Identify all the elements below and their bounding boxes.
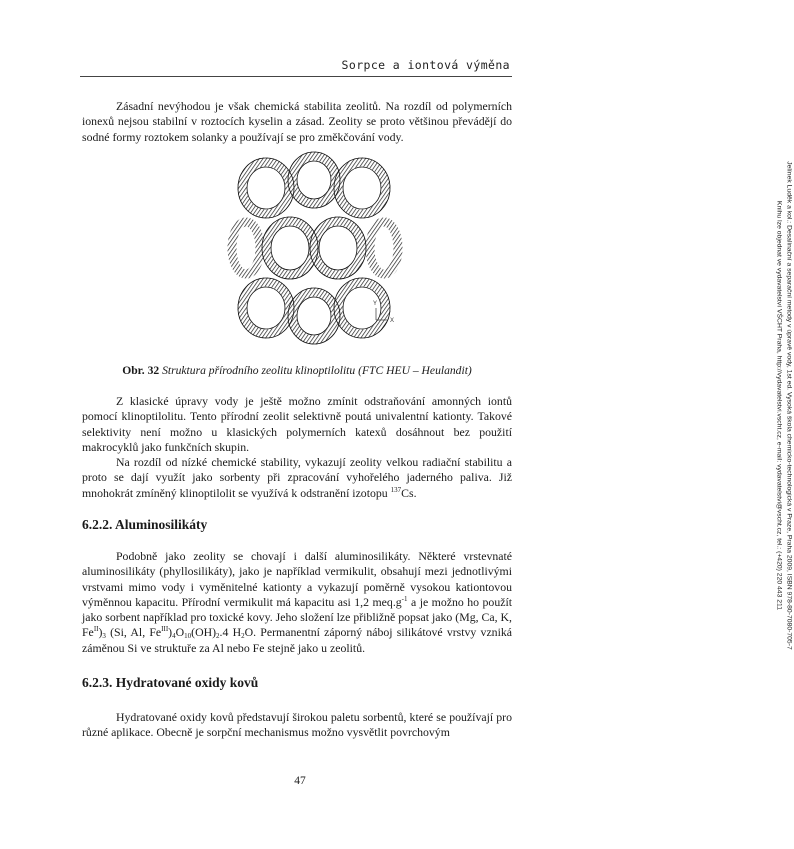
subscript: 4 xyxy=(172,632,176,641)
paragraph-ammonium: Z klasické úpravy vody je ještě možno zmínit odstraňování amonných iontů pomocí klinoptilolitu. Tento přírodní zeolit selektivně poutá univalentní kationty. Takové selektivity není možno u klasických polymerních katexů dosáhnout bez použití makrocyklů jako funkčních skupin. xyxy=(82,394,512,454)
paragraph-radiation-text: Na rozdíl od nízké chemické stability, vykazují zeolity velkou radiační stabilitu a proto se dají využít jako sorbenty při zpracování vyhořelého jaderného paliva. Již mnohokrát zmíněný klinoptilolit se využívá k odstranění izotopu xyxy=(82,455,512,500)
figure-caption-label: Obr. 32 xyxy=(122,364,160,377)
text-run: .4 H xyxy=(219,625,242,640)
zeolite-structure-figure xyxy=(226,148,402,348)
isotope-mass: 137 xyxy=(390,485,402,494)
subscript: 2 xyxy=(216,632,220,641)
text-run: (OH) xyxy=(191,625,217,640)
text-run: O. Permanentní záporný náboj silikátové vrstvy vzniká záměnou Si ve struktuře za Al nebo Fe stejně jako u zeolitů. xyxy=(82,625,512,655)
text-run: ) xyxy=(98,625,103,640)
page-number: 47 xyxy=(294,775,306,787)
subscript: 2 xyxy=(241,632,245,641)
section-heading-hydrated-oxides: 6.2.3. Hydratované oxidy kovů xyxy=(82,675,259,690)
superscript: II xyxy=(93,625,99,634)
text-run: a je možno ho použít jako sorbent například pro toxické kovy. Jeho složení lze přibližně popsat jako (Mg, Ca, K, Fe xyxy=(82,594,513,640)
figure-caption-text: Struktura přírodního zeolitu klinoptilolitu (FTC HEU – Heulandit) xyxy=(162,364,472,377)
paragraph-stability: Zásadní nevýhodou je však chemická stabilita zeolitů. Na rozdíl od polymerních ionexů nejsou stabilní v roztocích kyselin a zásad. Zeolity se proto většinou převádějí do sodné formy roztokem solanky a používají se pro změkčování vody. xyxy=(82,99,512,144)
text-run: (Si, Al, Fe xyxy=(105,625,162,640)
text-run: ) xyxy=(168,625,173,640)
figure-caption xyxy=(82,364,512,377)
text-run: O xyxy=(175,625,185,640)
running-head: Sorpce a iontová výměna xyxy=(341,58,510,72)
subscript: 10 xyxy=(184,632,192,641)
isotope-symbol: Cs. xyxy=(401,485,417,500)
axis-x-label: X xyxy=(390,318,395,324)
section-heading-aluminosilicates: 6.2.2. Aluminosilikáty xyxy=(82,517,208,532)
axis-y-label: Y xyxy=(373,301,378,307)
text-run: Podobně jako zeolity se chovají i další aluminosilikáty. Některé vrstevnaté aluminosilikáty (phyllosilikáty), jako je například vermikulit, obsahují mezi jednotlivými vrstvami mimo vody i vyměnitelné kationty a vykazují poměrně vysokou kationtovou výměnnou kapacitu. Přírodní vermikulit má kapacitu asi 1,2 meq.g xyxy=(82,549,512,609)
header-rule xyxy=(80,76,512,77)
superscript: -1 xyxy=(401,594,408,603)
subscript: 3 xyxy=(102,632,106,641)
paragraph-hydrated-oxides: Hydratované oxidy kovů představují širokou paletu sorbentů, které se používají pro různé aplikace. Obecně je sorpční mechanismus možno vysvětlit povrchovým xyxy=(82,710,512,740)
side-citation xyxy=(775,116,794,696)
side-citation-line-2: Knihu lze objednat ve vydavatelství VŠCHT Praha, http://vydavatelstvi.vscht.cz, e-mail: vydavatelstvi@vscht.cz, tel.: (+420) 220 443 211 xyxy=(776,200,783,611)
side-citation-line-1: Jelínek Luděk a kol.: Desalinační a separační metody v úpravě vody, 1st ed. Vysoká škola chemicko-technologická v Praze, Praha 2009, ISBN 978-80-7080-705-7 xyxy=(785,161,793,650)
paragraph-aluminosilicates xyxy=(82,549,512,656)
superscript: III xyxy=(161,625,169,634)
zeolite-framework-image xyxy=(226,148,402,348)
paragraph-radiation xyxy=(82,455,512,501)
